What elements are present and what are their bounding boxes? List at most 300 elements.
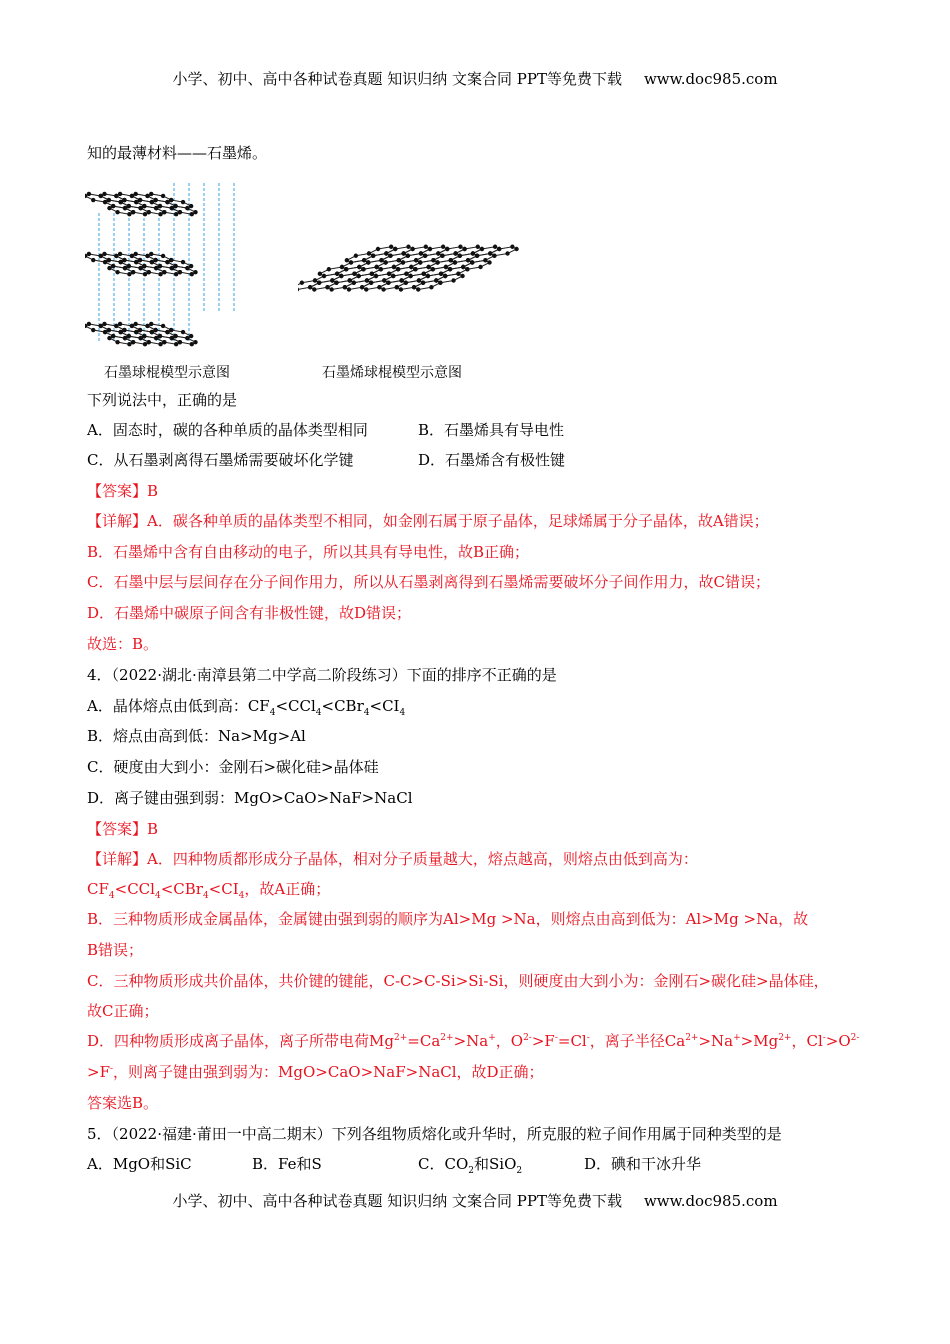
carbon-atom [379, 258, 383, 262]
text-segment: >Na [453, 1032, 489, 1050]
carbon-atom [158, 334, 162, 338]
carbon-atom [149, 322, 153, 326]
carbon-atom [173, 264, 177, 268]
text-segment: >Mg [740, 1032, 779, 1050]
text-segment: C．石墨中层与层间存在分子间作用力，所以从石墨剥离得到石墨烯需要破坏分子间作用力，故C错误； [87, 573, 770, 591]
carbon-atom [127, 212, 131, 216]
carbon-atom [185, 206, 189, 210]
text-segment: D．石墨烯中碳原子间含有非极性键，故D错误； [87, 604, 412, 622]
text-segment: - [586, 1033, 590, 1043]
carbon-atom [107, 206, 111, 210]
carbon-atom [404, 281, 408, 285]
text-segment: D．四种物质形成离子晶体，离子所带电荷Mg [87, 1032, 394, 1050]
carbon-atom [383, 260, 387, 264]
carbon-atom [174, 272, 178, 276]
carbon-atom [396, 267, 400, 271]
carbon-atom [435, 260, 439, 264]
answer-line [87, 542, 529, 562]
text-segment: <CCl [114, 880, 155, 898]
carbon-atom [87, 322, 91, 326]
carbon-atom [178, 270, 182, 274]
carbon-atom [325, 285, 329, 289]
text-segment: ，则离子键由强到弱为：MgO>CaO>NaF>NaCl，故D正确； [113, 1063, 544, 1081]
carbon-atom [131, 270, 135, 274]
carbon-atom [147, 340, 151, 344]
carbon-atom [107, 336, 111, 340]
header-text: 小学、初中、高中各种试卷真题 知识归纳 文案合同 PPT等免费下载 [172, 70, 622, 88]
carbon-atom [99, 194, 103, 198]
carbon-atom [149, 192, 153, 196]
carbon-atom [189, 264, 193, 268]
carbon-atom [317, 281, 321, 285]
carbon-atom [408, 274, 412, 278]
carbon-atom [389, 245, 393, 249]
carbon-atom [478, 265, 482, 269]
carbon-atom [330, 278, 334, 282]
text-segment: 故选：B。 [87, 635, 159, 653]
answer-line [87, 481, 158, 501]
carbon-atom [181, 200, 185, 204]
carbon-atom [347, 287, 351, 291]
carbon-atom [417, 278, 421, 282]
text-segment: D．碘和干冰升华 [584, 1155, 702, 1173]
text-segment: 4 [399, 708, 406, 718]
carbon-atom [374, 265, 378, 269]
carbon-atom [118, 322, 122, 326]
carbon-atom [178, 210, 182, 214]
text-segment: <CBr [321, 697, 364, 715]
text-segment: - [109, 1064, 114, 1074]
carbon-atom [143, 342, 147, 346]
carbon-atom [466, 258, 470, 262]
page-header [0, 68, 950, 89]
carbon-atom [107, 198, 111, 202]
carbon-atom [470, 260, 474, 264]
carbon-atom [158, 272, 162, 276]
carbon-atom [488, 251, 492, 255]
carbon-atom [143, 212, 147, 216]
text-segment: 4．（2022·湖北·南漳县第二中学高二阶段练习）下面的排序不正确的是 [87, 666, 557, 684]
graphite-model-figure [85, 168, 260, 363]
carbon-atom [453, 260, 457, 264]
carbon-atom [149, 252, 153, 256]
text-segment: >O [825, 1032, 851, 1050]
text-segment: 2+ [685, 1033, 699, 1043]
header-site-link[interactable]: www.doc985.com [643, 70, 778, 88]
answer-line [87, 511, 769, 531]
text-segment: 【答案】B [87, 482, 159, 500]
carbon-atom [127, 204, 131, 208]
carbon-atom [130, 324, 134, 328]
text-segment: <CBr [160, 880, 203, 898]
carbon-atom [461, 265, 465, 269]
carbon-atom [329, 287, 333, 291]
footer-site-link[interactable]: www.doc985.com [643, 1192, 778, 1210]
carbon-atom [451, 278, 455, 282]
carbon-atom [158, 204, 162, 208]
carbon-atom [340, 265, 344, 269]
carbon-atom [416, 287, 420, 291]
carbon-atom [379, 267, 383, 271]
text-line [87, 788, 413, 808]
carbon-atom [102, 322, 106, 326]
carbon-atom [322, 274, 326, 278]
carbon-atom [458, 254, 462, 258]
carbon-atom [465, 267, 469, 271]
carbon-atom [376, 247, 380, 251]
text-segment: 知的最薄材料——石墨烯。 [87, 144, 268, 162]
carbon-atom [456, 272, 460, 276]
carbon-atom [387, 272, 391, 276]
text-segment: B错误； [87, 941, 144, 959]
graphene-caption: 石墨烯球棍模型示意图 [322, 365, 462, 381]
carbon-layer [85, 322, 198, 347]
carbon-atom [122, 198, 126, 202]
carbon-atom [404, 272, 408, 276]
carbon-atom [138, 336, 142, 340]
answer-line [87, 1093, 158, 1113]
text-segment: 2 [516, 1166, 523, 1176]
carbon-atom [91, 198, 95, 202]
carbon-atom [118, 200, 122, 204]
text-segment: 2+ [394, 1033, 408, 1043]
carbon-atom [154, 266, 158, 270]
text-segment: 2 [468, 1166, 474, 1176]
carbon-atom [131, 210, 135, 214]
text-segment: 答案选B。 [87, 1094, 159, 1112]
carbon-atom [142, 204, 146, 208]
carbon-atom [370, 272, 374, 276]
carbon-atom [352, 272, 356, 276]
carbon-atom [421, 281, 425, 285]
carbon-atom [133, 322, 137, 326]
carbon-atom [173, 334, 177, 338]
carbon-atom [154, 336, 158, 340]
carbon-atom [399, 278, 403, 282]
carbon-atom [150, 330, 154, 334]
text-line [87, 450, 566, 470]
carbon-atom [360, 285, 364, 289]
text-segment: 2+ [440, 1033, 454, 1043]
carbon-atom [127, 334, 131, 338]
text-segment: ，O [495, 1032, 524, 1050]
text-segment: 和SiO [474, 1155, 517, 1173]
carbon-atom [134, 200, 138, 204]
carbon-atom [371, 254, 375, 258]
carbon-atom [158, 342, 162, 346]
option-text: B．石墨烯具有导电性 [418, 421, 565, 439]
carbon-atom [444, 265, 448, 269]
carbon-atom [356, 274, 360, 278]
text-segment: B．熔点由高到低：Na>Mg>Al [87, 727, 306, 745]
carbon-atom [133, 192, 137, 196]
carbon-atom [103, 200, 107, 204]
carbon-atom [123, 336, 127, 340]
carbon-atom [111, 204, 115, 208]
carbon-atom [193, 210, 197, 214]
carbon-atom [431, 267, 435, 271]
text-segment: =Ca [407, 1032, 441, 1050]
carbon-atom [185, 266, 189, 270]
carbon-atom [347, 278, 351, 282]
answer-line [87, 1062, 544, 1082]
carbon-atom [357, 265, 361, 269]
text-segment: 2- [523, 1033, 532, 1043]
carbon-atom [462, 247, 466, 251]
option-text [252, 1154, 322, 1174]
text-segment: 【答案】B [87, 820, 159, 838]
carbon-atom [161, 254, 165, 258]
carbon-atom [193, 340, 197, 344]
text-line [87, 665, 557, 685]
carbon-atom [178, 340, 182, 344]
carbon-atom [426, 265, 430, 269]
carbon-atom [169, 198, 173, 202]
text-segment: 2- [850, 1033, 860, 1043]
text-segment: >F [531, 1032, 555, 1050]
text-line [87, 726, 306, 746]
text-segment: + [488, 1033, 496, 1043]
carbon-atom [114, 324, 118, 328]
carbon-atom [300, 281, 304, 285]
carbon-atom [514, 247, 518, 251]
carbon-atom [115, 270, 119, 274]
carbon-atom [335, 272, 339, 276]
carbon-atom [107, 258, 111, 262]
carbon-atom [476, 245, 480, 249]
carbon-atom [165, 330, 169, 334]
carbon-atom [438, 281, 442, 285]
carbon-atom [458, 245, 462, 249]
carbon-atom [138, 328, 142, 332]
carbon-atom [91, 328, 95, 332]
carbon-atom [87, 252, 91, 256]
carbon-atom [344, 267, 348, 271]
carbon-atom [443, 274, 447, 278]
text-line [87, 420, 565, 440]
carbon-atom [381, 287, 385, 291]
text-segment: <CI [208, 880, 239, 898]
carbon-atom [103, 260, 107, 264]
text-segment: B．Fe和S [252, 1155, 322, 1173]
carbon-atom [122, 328, 126, 332]
carbon-atom [367, 251, 371, 255]
carbon-atom [154, 206, 158, 210]
carbon-atom [406, 254, 410, 258]
carbon-atom [131, 340, 135, 344]
carbon-atom [169, 258, 173, 262]
carbon-atom [161, 324, 165, 328]
text-segment: 4 [108, 891, 115, 901]
answer-line [87, 603, 411, 623]
carbon-atom [388, 254, 392, 258]
carbon-atom [158, 264, 162, 268]
carbon-atom [114, 194, 118, 198]
text-segment: <CI [369, 697, 400, 715]
carbon-atom [424, 245, 428, 249]
carbon-atom [413, 267, 417, 271]
carbon-atom [147, 270, 151, 274]
text-segment: ，离子半径Ca [589, 1032, 686, 1050]
text-segment: 4 [154, 891, 161, 901]
text-line [87, 143, 267, 163]
text-segment: C．三种物质形成共价晶体，共价键的键能，C-C>C-Si>Si-Si，则硬度由大到小为：金刚石>碳化硅>晶体硅， [87, 972, 829, 990]
carbon-layer [85, 252, 198, 277]
text-segment: 2+ [778, 1033, 792, 1043]
carbon-atom [480, 247, 484, 251]
carbon-atom [445, 247, 449, 251]
carbon-atom [138, 198, 142, 202]
carbon-atom [483, 258, 487, 262]
carbon-atom [138, 258, 142, 262]
carbon-atom [165, 260, 169, 264]
carbon-atom [487, 260, 491, 264]
carbon-atom [397, 258, 401, 262]
carbon-atom [111, 334, 115, 338]
text-segment: 故C正确； [87, 1002, 159, 1020]
text-segment: 4 [202, 891, 209, 901]
carbon-atom [298, 287, 299, 291]
carbon-atom [377, 285, 381, 289]
text-segment: A．固态时，碳的各种单质的晶体类型相同 [87, 421, 368, 439]
carbon-atom [118, 252, 122, 256]
carbon-atom [448, 267, 452, 271]
text-segment: ，Cl [791, 1032, 823, 1050]
carbon-atom [339, 274, 343, 278]
carbon-atom [170, 266, 174, 270]
carbon-atom [170, 206, 174, 210]
carbon-atom [410, 247, 414, 251]
carbon-atom [189, 334, 193, 338]
text-segment: 5．（2022·福建·莆田一中高二期末）下列各组物质熔化或升华时，所克服的粒子间作用属于同种类型的是 [87, 1125, 782, 1143]
carbon-atom [419, 251, 423, 255]
carbon-atom [460, 274, 464, 278]
carbon-atom [431, 258, 435, 262]
carbon-atom [161, 194, 165, 198]
carbon-atom [399, 287, 403, 291]
text-segment: 4 [269, 708, 276, 718]
text-line [87, 1154, 702, 1176]
carbon-atom [87, 192, 91, 196]
carbon-atom [145, 254, 149, 258]
carbon-atom [308, 285, 312, 289]
carbon-atom [102, 252, 106, 256]
carbon-atom [345, 258, 349, 262]
carbon-atom [190, 212, 194, 216]
carbon-atom [423, 254, 427, 258]
carbon-atom [428, 247, 432, 251]
carbon-atom [374, 274, 378, 278]
carbon-atom [401, 251, 405, 255]
carbon-atom [127, 342, 131, 346]
text-segment: 【详解】A．碳各种单质的晶体类型不相同，如金刚石属于原子晶体，足球烯属于分子晶体，故A错误； [87, 512, 769, 530]
carbon-atom [134, 330, 138, 334]
carbon-atom [418, 260, 422, 264]
carbon-atom [103, 330, 107, 334]
carbon-atom [118, 260, 122, 264]
carbon-atom [99, 254, 103, 258]
carbon-atom [138, 266, 142, 270]
text-segment: D．离子键由强到弱：MgO>CaO>NaF>NaCl [87, 789, 413, 807]
text-segment: =Cl [557, 1032, 587, 1050]
carbon-atom [145, 324, 149, 328]
carbon-atom [142, 334, 146, 338]
carbon-atom [150, 260, 154, 264]
carbon-atom [138, 206, 142, 210]
carbon-atom [133, 252, 137, 256]
text-segment: 4 [238, 891, 245, 901]
graphite-caption: 石墨球棍模型示意图 [104, 365, 230, 381]
carbon-atom [170, 336, 174, 340]
carbon-atom [349, 260, 353, 264]
answer-line [87, 849, 698, 869]
text-segment: CF [87, 880, 109, 898]
carbon-atom [123, 206, 127, 210]
answer-line [87, 572, 770, 592]
carbon-atom [130, 254, 134, 258]
carbon-atom [150, 200, 154, 204]
carbon-atom [365, 278, 369, 282]
carbon-atom [384, 251, 388, 255]
answer-line [87, 909, 808, 929]
carbon-atom [153, 198, 157, 202]
carbon-atom [409, 265, 413, 269]
carbon-atom [354, 254, 358, 258]
text-segment: + [733, 1033, 741, 1043]
carbon-atom [475, 254, 479, 258]
answer-line [87, 819, 158, 839]
option-text [584, 1154, 701, 1174]
answer-line [87, 971, 829, 991]
text-segment: B．石墨烯中含有自由移动的电子，所以其具有导电性，故B正确； [87, 543, 530, 561]
text-segment: ，故A正确； [244, 880, 331, 898]
carbon-atom [118, 192, 122, 196]
carbon-atom [190, 342, 194, 346]
carbon-atom [142, 264, 146, 268]
carbon-atom [343, 285, 347, 289]
answer-line [87, 634, 158, 654]
text-segment: A．晶体熔点由低到高：CF [87, 697, 270, 715]
text-segment: >Na [698, 1032, 734, 1050]
carbon-atom [123, 266, 127, 270]
carbon-atom [99, 324, 103, 328]
carbon-atom [162, 210, 166, 214]
carbon-atom [362, 258, 366, 262]
carbon-atom [441, 245, 445, 249]
carbon-layer [85, 192, 198, 217]
carbon-atom [114, 254, 118, 258]
carbon-atom [401, 260, 405, 264]
carbon-atom [169, 328, 173, 332]
answer-line [87, 1001, 158, 1021]
carbon-atom [497, 247, 501, 251]
carbon-atom [122, 258, 126, 262]
text-segment: 4 [315, 708, 322, 718]
carbon-atom [312, 287, 316, 291]
footer-text: 小学、初中、高中各种试卷真题 知识归纳 文案合同 PPT等免费下载 [172, 1192, 622, 1210]
carbon-atom [492, 254, 496, 258]
carbon-atom [412, 285, 416, 289]
carbon-atom [505, 251, 509, 255]
carbon-atom [364, 287, 368, 291]
carbon-atom [91, 258, 95, 262]
carbon-atom [173, 204, 177, 208]
text-segment: C．硬度由大到小：金刚石>碳化硅>晶体硅 [87, 758, 379, 776]
text-line [87, 1124, 782, 1144]
text-segment: - [554, 1033, 558, 1043]
carbon-atom [414, 258, 418, 262]
page-footer [0, 1190, 950, 1211]
